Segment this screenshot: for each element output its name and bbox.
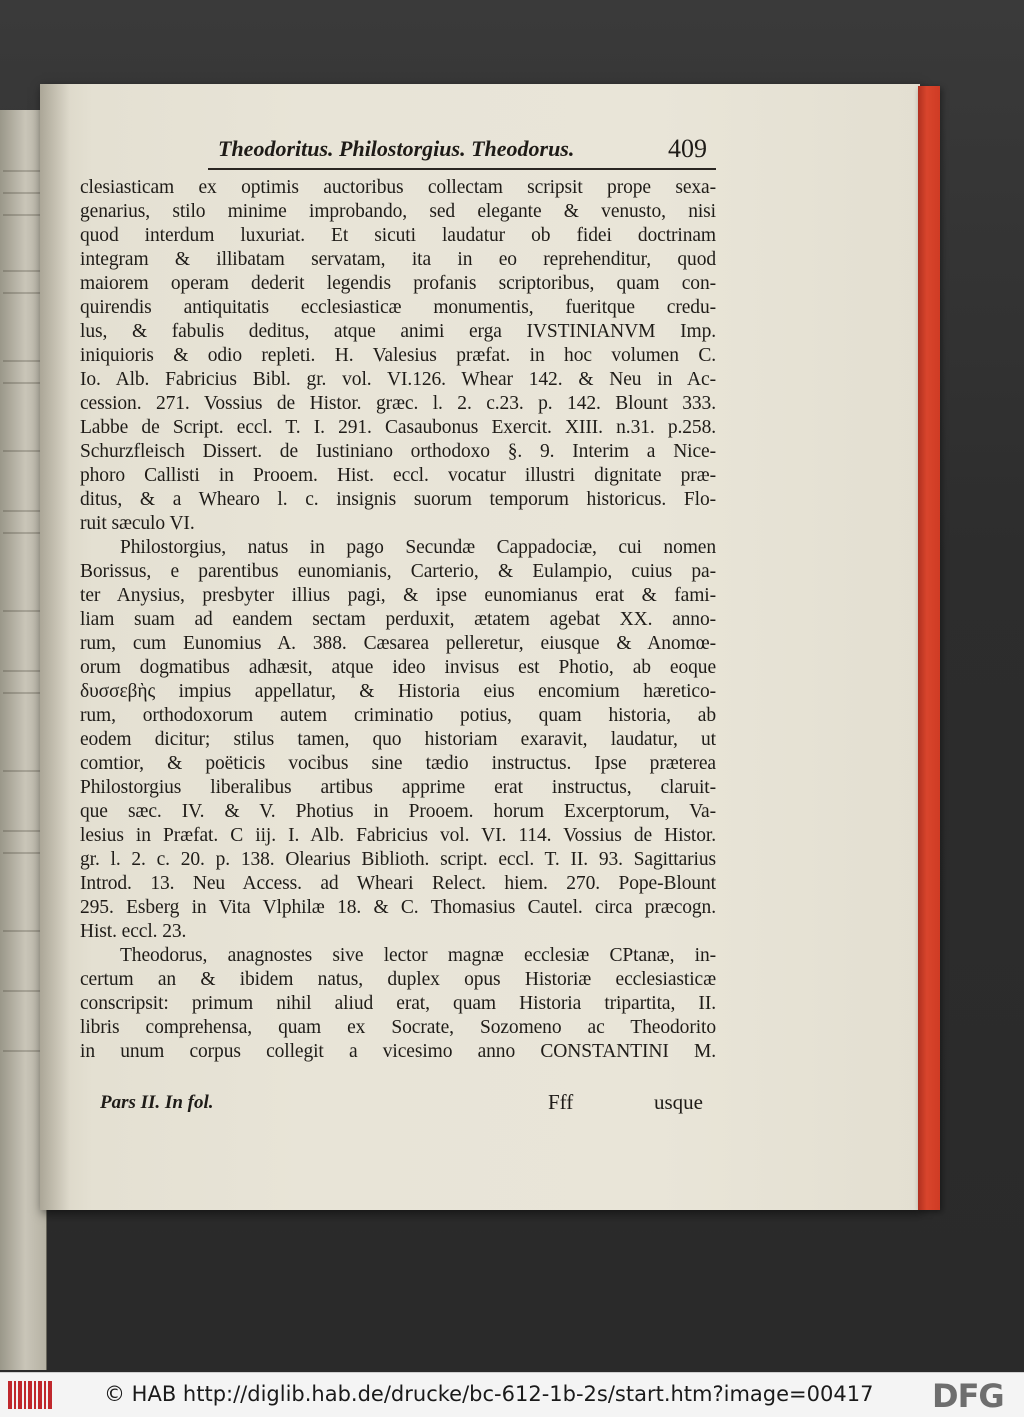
page-number: 409 (668, 134, 707, 163)
running-head-rule (208, 168, 716, 170)
text-line: rum, orthodoxorum autem criminatio potius, quam historia, ab (80, 705, 716, 726)
text-line: ruit sæculo VI. (80, 513, 195, 534)
text-line: Philostorgius liberalibus artibus apprime erat instructus, claruit- (80, 777, 716, 798)
text-line: libris comprehensa, quam ex Socrate, Sozomeno ac Theodorito (80, 1017, 716, 1038)
text-line: clesiasticam ex optimis auctoribus collectam scripsit prope sexa- (80, 177, 716, 198)
body-text (80, 176, 716, 1064)
text-line: lesius in Præfat. C iij. I. Alb. Fabricius vol. VI. 114. Vossius de Histor. (80, 825, 716, 846)
signature-mark: Pars II. In fol. (100, 1092, 214, 1113)
red-page-edge (918, 86, 940, 1210)
text-line: 295. Esberg in Vita Vlphilæ 18. & C. Thomasius Cautel. circa præcogn. (80, 897, 716, 918)
text-line: quirendis antiquitatis ecclesiasticæ monumentis, fueritque credu- (80, 297, 716, 318)
text-line: certum an & ibidem natus, duplex opus Historiæ ecclesiasticæ (80, 969, 716, 990)
catchword: usque (654, 1090, 703, 1114)
text-line: cession. 271. Vossius de Histor. græc. l. 2. c.23. p. 142. Blount 333. (80, 393, 716, 414)
hab-barcode-logo-icon[interactable] (8, 1381, 56, 1409)
text-line: phoro Callisti in Prooem. Hist. eccl. vocatur illustri dignitate præ- (80, 465, 716, 486)
paragraph-start-theodorus: Theodorus, anagnostes sive lector magnæ ecclesiæ CPtanæ, in- (120, 945, 716, 966)
text-line: eodem dicitur; stilus tamen, quo historiam exaravit, laudatur, ut (80, 729, 716, 750)
text-line: que sæc. IV. & V. Photius in Prooem. horum Excerptorum, Va- (80, 801, 716, 822)
text-line: Hist. eccl. 23. (80, 921, 187, 942)
text-line: liam suam ad eandem sectam perduxit, ætatem agebat XX. anno- (80, 609, 716, 630)
dfg-logo[interactable]: DFG (932, 1377, 1004, 1415)
text-line: in unum corpus collegit a vicesimo anno CONSTANTINI M. (80, 1041, 716, 1062)
text-line: genarius, stilo minime improbando, sed elegante & venusto, nisi (80, 201, 716, 222)
text-line: ter Anysius, presbyter illius pagi, & ipse eunomianus erat & fami- (80, 585, 716, 606)
copyright-link[interactable]: © HAB http://diglib.hab.de/drucke/bc-612-1b-2s/start.htm?image=00417 (104, 1382, 874, 1406)
text-line: Labbe de Script. eccl. T. I. 291. Casaubonus Exercit. XIII. n.31. p.258. (80, 417, 716, 438)
text-line: Schurzfleisch Dissert. de Iustiniano orthodoxo §. 9. Interim a Nice- (80, 441, 716, 462)
text-line: δυσσεβὴς impius appellatur, & Historia eius encomium hæretico- (80, 681, 716, 702)
text-line: orum dogmatibus adhæsit, atque ideo invisus est Photio, ab eoque (80, 657, 716, 678)
text-line: lus, & fabulis deditus, atque animi erga IVSTINIANVM Imp. (80, 321, 716, 342)
gathering-mark: Fff (548, 1090, 574, 1114)
text-line: comtior, & poëticis vocibus sine tædio instructus. Ipse præterea (80, 753, 716, 774)
text-line: Introd. 13. Neu Access. ad Wheari Relect. hiem. 270. Pope-Blount (80, 873, 716, 894)
text-line: quod interdum luxuriat. Et sicuti laudatur ob fidei doctrinam (80, 225, 716, 246)
paragraph-start-philostorgius: Philostorgius, natus in pago Secundæ Cappadociæ, cui nomen (120, 537, 716, 558)
gutter-shadow (40, 84, 70, 1210)
text-line: gr. l. 2. c. 20. p. 138. Olearius Biblioth. script. eccl. T. II. 93. Sagittarius (80, 849, 716, 870)
text-line: ditus, & a Whearo l. c. insignis suorum temporum historicus. Flo- (80, 489, 716, 510)
text-line: Io. Alb. Fabricius Bibl. gr. vol. VI.126. Whear 142. & Neu in Ac- (80, 369, 716, 390)
text-line: Borissus, e parentibus eunomianis, Carterio, & Eulampio, cuius pa- (80, 561, 716, 582)
running-head: Theodoritus. Philostorgius. Theodorus. (218, 136, 575, 161)
text-line: iniquioris & odio repleti. H. Valesius præfat. in hoc volumen C. (80, 345, 716, 366)
viewer-info-bar (0, 1372, 1024, 1417)
text-line: rum, cum Eunomius A. 388. Cæsarea pelleretur, eiusque & Anomœ- (80, 633, 716, 654)
text-line: conscripsit: primum nihil aliud erat, quam Historia tripartita, II. (80, 993, 716, 1014)
text-line: integram & illibatam servatam, ita in eo reprehenditur, quod (80, 249, 716, 270)
text-line: maiorem operam dederit legendis profanis scriptoribus, quam con- (80, 273, 716, 294)
